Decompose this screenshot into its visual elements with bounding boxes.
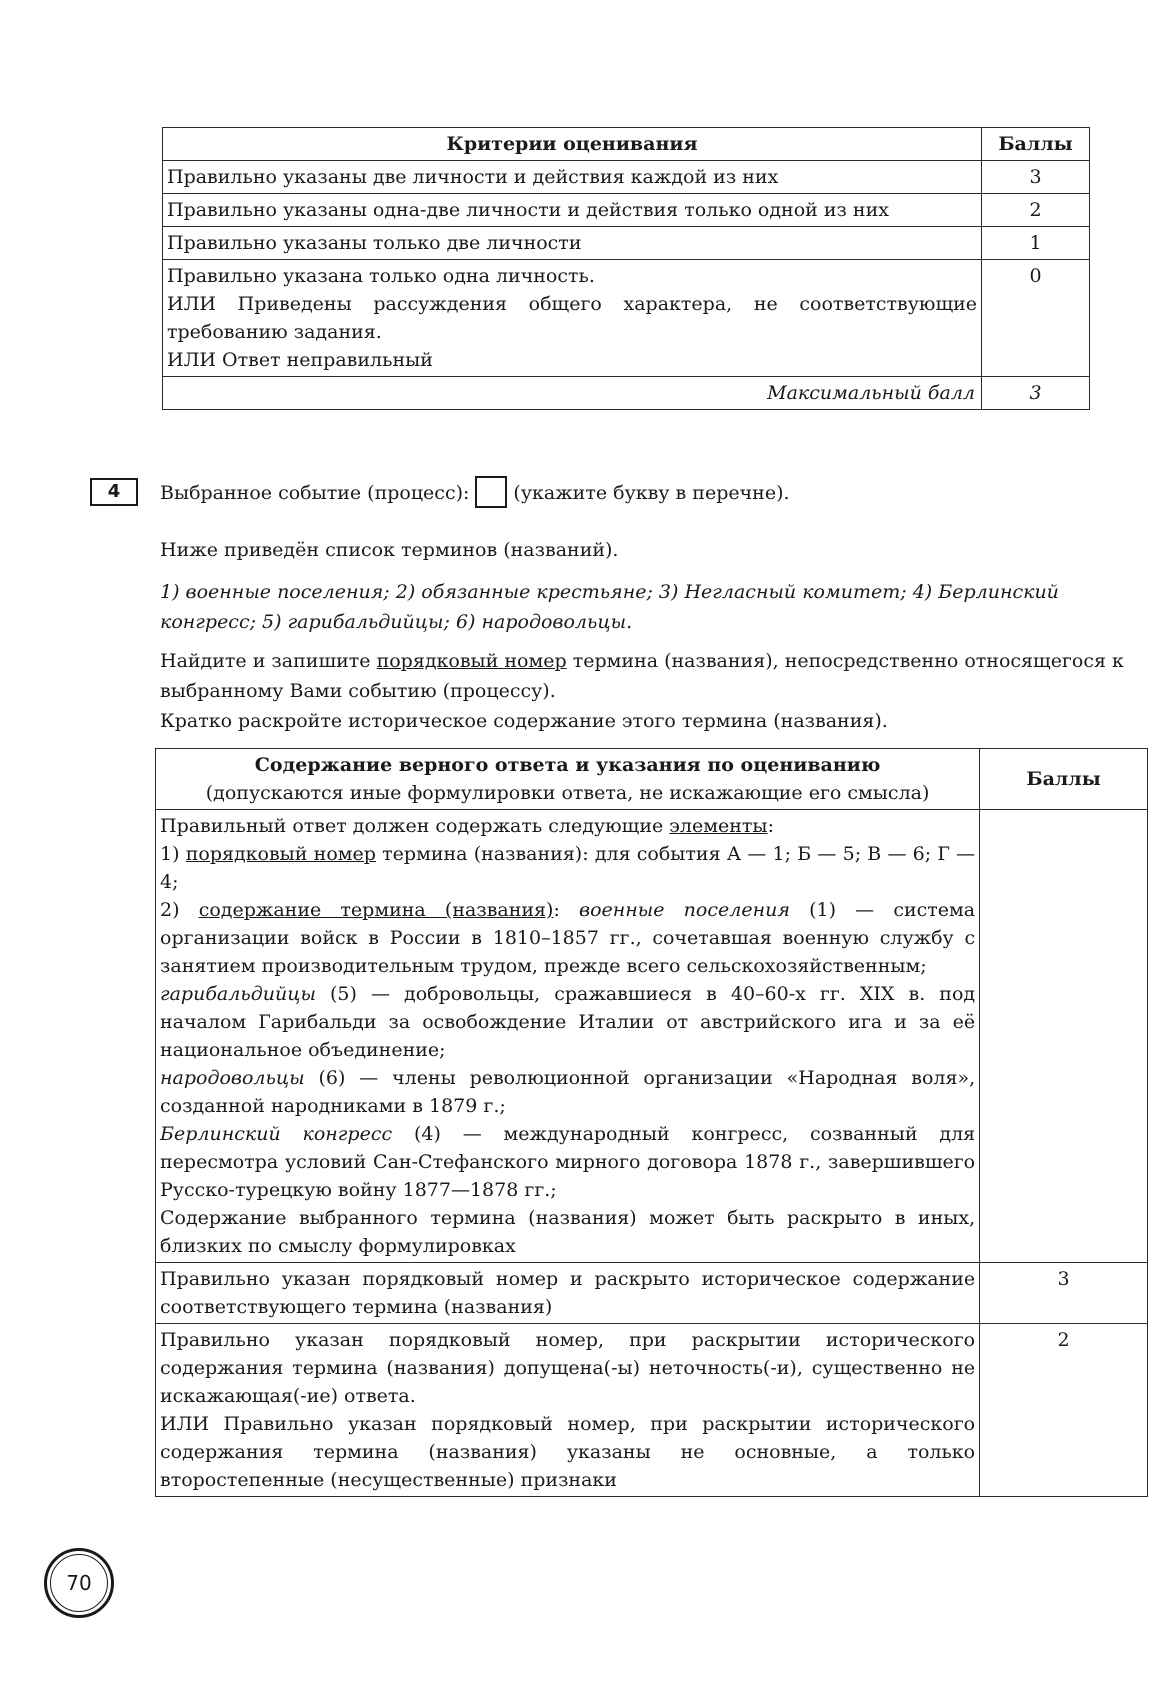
answer-letter-box[interactable] bbox=[475, 476, 507, 508]
task-number: 4 bbox=[90, 478, 138, 506]
points-cell: 1 bbox=[982, 227, 1090, 260]
criteria-cell: Правильно указаны две личности и действия каждой из них bbox=[163, 161, 982, 194]
find-underlined: порядковый номер bbox=[376, 650, 567, 672]
table-row bbox=[163, 227, 1090, 260]
content-intro-underlined: элементы bbox=[669, 815, 768, 837]
table-row bbox=[156, 1324, 1148, 1497]
term-entry bbox=[160, 1064, 975, 1120]
points-cell: 3 bbox=[982, 161, 1090, 194]
points-cell: 0 bbox=[982, 260, 1090, 377]
term-text: (5) — добровольцы, сражавшиеся в 40–60-х гг. XIX в. под началом Гарибальди за освобождение Италии от австрийского ига и за её национальное объединение; bbox=[160, 983, 976, 1061]
term-name: военные поселения bbox=[579, 899, 790, 921]
page-number-badge bbox=[44, 1548, 114, 1618]
answer-header-sub: (допускаются иные формулировки ответа, не искажающие его смысла) bbox=[205, 782, 930, 804]
max-score-value: 3 bbox=[982, 377, 1090, 410]
criteria-header: Критерии оценивания bbox=[163, 128, 982, 161]
table-row bbox=[163, 194, 1090, 227]
points-header: Баллы bbox=[982, 128, 1090, 161]
table-row bbox=[156, 810, 1148, 1263]
content-intro bbox=[160, 812, 975, 840]
chosen-event-prefix: Выбранное событие (процесс): bbox=[160, 482, 470, 504]
criteria-cell bbox=[156, 1324, 980, 1497]
max-score-label: Максимальный балл bbox=[163, 377, 982, 410]
item-text: термина (названия): для события А — 1; Б — 5; В — 6; Г — 4; bbox=[160, 843, 976, 893]
find-prefix: Найдите и запишите bbox=[160, 650, 371, 672]
item-number: 2) bbox=[160, 899, 180, 921]
criteria-cell: Правильно указан порядковый номер и раскрыто историческое содержание соответствующего термина (названия) bbox=[156, 1263, 980, 1324]
max-score-row bbox=[163, 377, 1090, 410]
term-name: Берлинский конгресс bbox=[160, 1123, 393, 1145]
term-name: народовольцы bbox=[160, 1067, 305, 1089]
chosen-event-line bbox=[160, 478, 1150, 510]
table-header-row bbox=[163, 128, 1090, 161]
table-header-row bbox=[156, 749, 1148, 810]
find-suffix: термина (названия), непосредственно относящегося к выбранному Вами событию (процессу). bbox=[160, 650, 1124, 702]
describe-instruction: Кратко раскройте историческое содержание этого термина (названия). bbox=[160, 710, 888, 732]
chosen-event-suffix: (укажите букву в перечне). bbox=[513, 482, 790, 504]
terms-intro: Ниже приведён список терминов (названий). bbox=[160, 539, 619, 561]
criteria-line: ИЛИ Правильно указан порядковый номер, при раскрытии исторического содержания термина (названия) указаны не основные, а только второстепенные (несущественные) признаки bbox=[160, 1413, 976, 1491]
answer-header bbox=[156, 749, 980, 810]
content-item-1 bbox=[160, 840, 975, 896]
criteria-cell bbox=[163, 260, 982, 377]
item-underlined: содержание термина (названия) bbox=[198, 899, 554, 921]
table-row bbox=[156, 1263, 1148, 1324]
task-instructions bbox=[160, 646, 1150, 736]
item-number: 1) bbox=[160, 843, 180, 865]
item-underlined: порядковый номер bbox=[185, 843, 376, 865]
criteria-cell: Правильно указаны только две личности bbox=[163, 227, 982, 260]
criteria-line: ИЛИ Приведены рассуждения общего характера, не соответствующие требованию задания. bbox=[167, 293, 978, 343]
term-name: гарибальдийцы bbox=[160, 983, 316, 1005]
table-row bbox=[163, 260, 1090, 377]
answer-table bbox=[155, 748, 1148, 1497]
term-text: (6) — члены революционной организации «Народная воля», созданной народниками в 1879 г.; bbox=[160, 1067, 976, 1117]
term-entry bbox=[160, 1120, 975, 1204]
term-entry bbox=[160, 980, 975, 1064]
answer-content-cell bbox=[156, 810, 980, 1263]
content-intro-text: Правильный ответ должен содержать следующие bbox=[160, 815, 664, 837]
points-cell: 2 bbox=[982, 194, 1090, 227]
criteria-line: Правильно указана только одна личность. bbox=[167, 265, 595, 287]
criteria-cell: Правильно указаны одна-две личности и действия только одной из них bbox=[163, 194, 982, 227]
content-closing: Содержание выбранного термина (названия) может быть раскрыто в иных, близких по смыслу формулировках bbox=[160, 1207, 976, 1257]
points-cell: 2 bbox=[980, 1324, 1148, 1497]
criteria-line: ИЛИ Ответ неправильный bbox=[167, 349, 433, 371]
item-colon: : bbox=[553, 899, 560, 921]
content-item-2 bbox=[160, 896, 975, 980]
table-row bbox=[163, 161, 1090, 194]
page-number: 70 bbox=[50, 1554, 108, 1612]
answer-header-main: Содержание верного ответа и указания по оцениванию bbox=[254, 754, 881, 776]
criteria-table bbox=[162, 127, 1090, 410]
criteria-line: Правильно указан порядковый номер, при раскрытии исторического содержания термина (названия) допущена(-ы) неточность(-и), существенно не искажающая(-ие) ответа. bbox=[160, 1329, 976, 1407]
term-text: (4) — международный конгресс, созванный для пересмотра условий Сан-Стефанского мирного договора 1878 г., завершившего Русско-турецкую войну 1877—1878 гг.; bbox=[160, 1123, 976, 1201]
content-intro-colon: : bbox=[767, 815, 774, 837]
terms-list: 1) военные поселения; 2) обязанные крестьяне; 3) Негласный комитет; 4) Берлинский конгресс; 5) гарибальдийцы; 6) народовольцы. bbox=[160, 581, 1059, 633]
points-cell: 3 bbox=[980, 1263, 1148, 1324]
term-text: (1) — система организации войск в России в 1810–1857 гг., сочетавшая военную службу с занятием производительным трудом, прежде всего сельскохозяйственным; bbox=[160, 899, 976, 977]
points-cell bbox=[980, 810, 1148, 1263]
points-header: Баллы bbox=[980, 749, 1148, 810]
